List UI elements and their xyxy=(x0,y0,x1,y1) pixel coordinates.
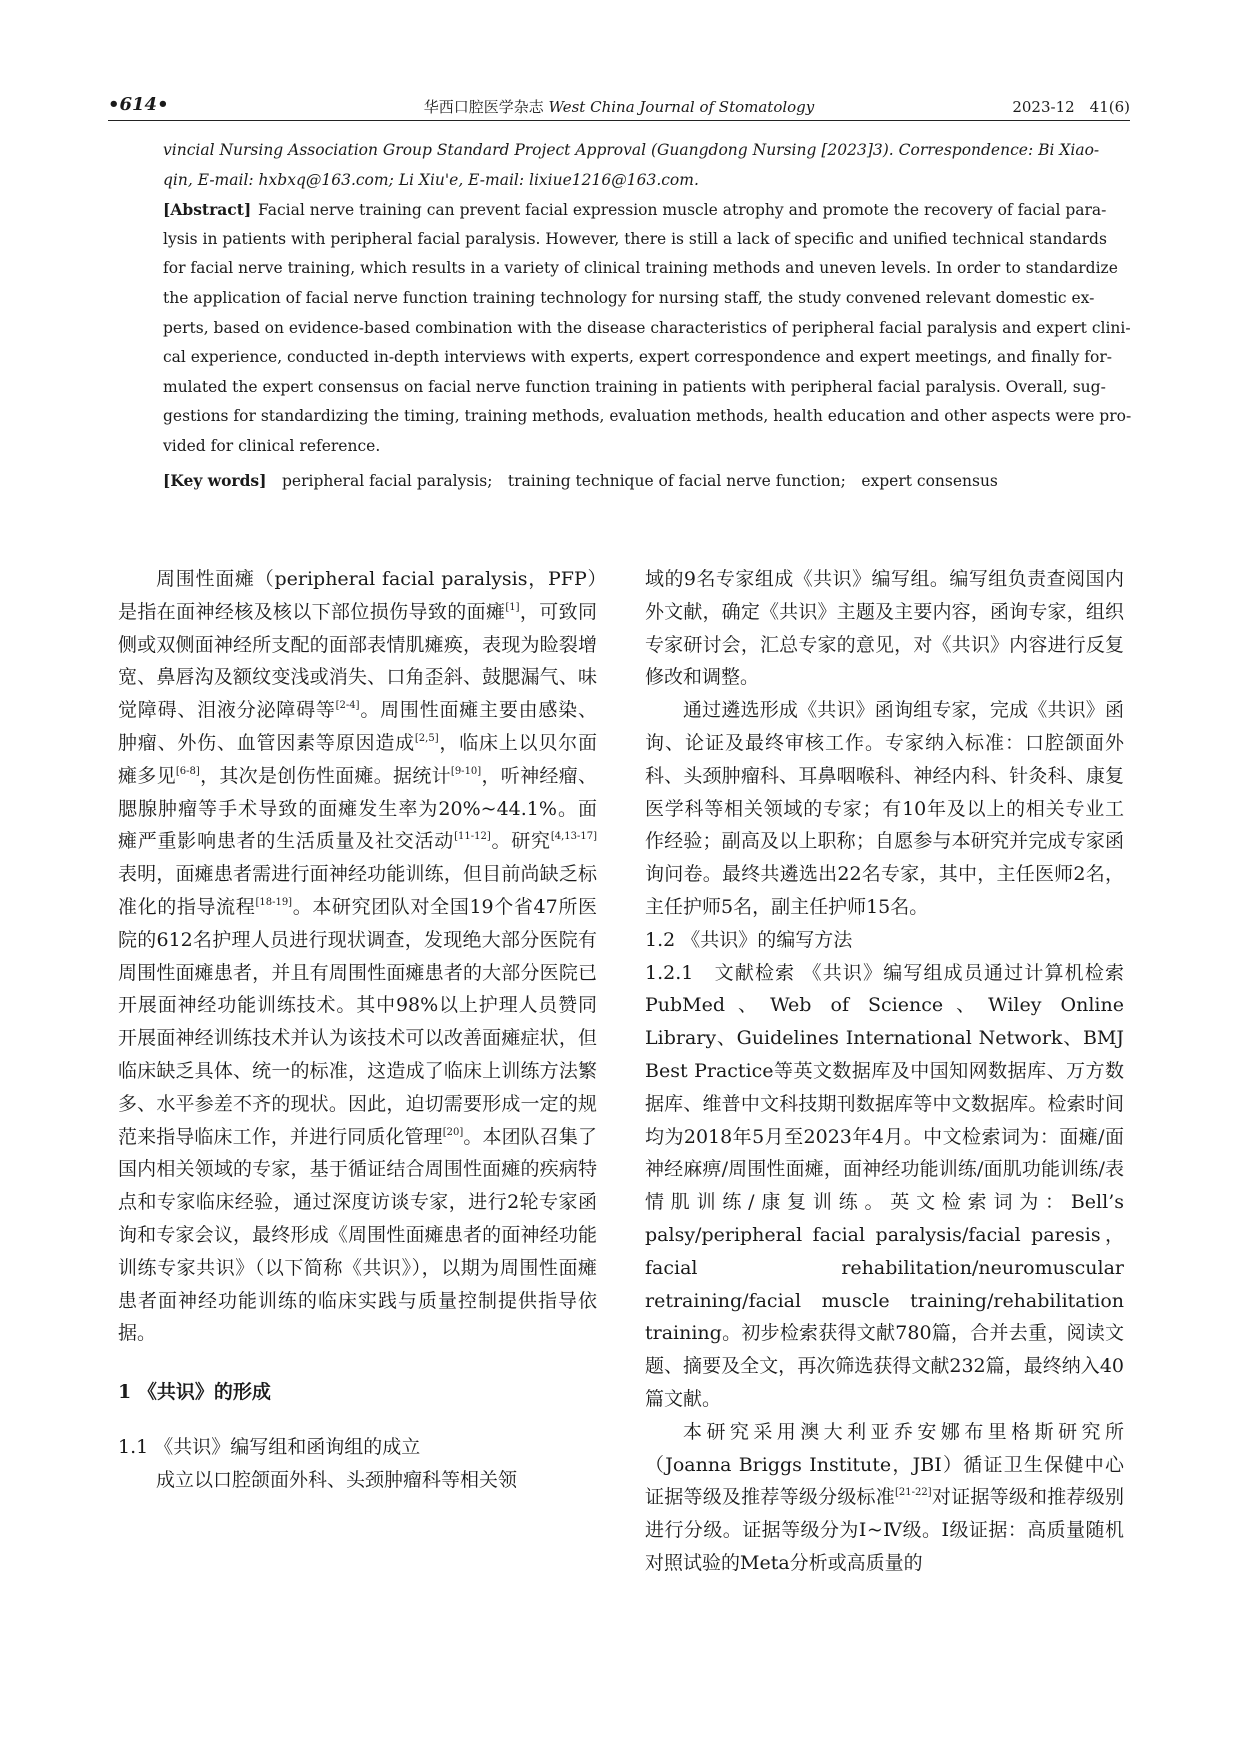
text-run: ，听神经瘤、腮腺肿瘤等手术导致的面瘫发生率为20%~44.1%。面瘫严重影响患者的生活质量及社交活动 xyxy=(118,764,597,853)
paragraph-jbi xyxy=(645,1416,1124,1580)
running-header xyxy=(108,90,1130,121)
text-run: 对证据等级和推荐级别进行分级。证据等级分为Ⅰ~Ⅳ级。Ⅰ级证据：高质量随机对照试验的Meta分析或高质量的 xyxy=(645,1486,1124,1574)
right-column xyxy=(645,563,1124,1580)
citation: [6-8] xyxy=(175,765,200,777)
citation: [1] xyxy=(505,601,520,613)
funding-line: vincial Nursing Association Group Standard Project Approval (Guangdong Nursing [2023]3). Correspondence: Bi Xiao- xyxy=(163,141,1100,159)
text-run: 周围性面瘫（peripheral facial paralysis，PFP）是指在面神经核及核以下部位损伤导致的面瘫 xyxy=(118,568,597,623)
left-column xyxy=(118,563,597,1497)
citation: [9-10] xyxy=(450,765,482,777)
keywords-line xyxy=(163,466,1077,496)
issue-date: 2023-12 41(6) xyxy=(1012,98,1130,116)
intro-paragraph xyxy=(118,563,597,1350)
paragraph-1-1-continued: 域的9名专家组成《共识》编写组。编写组负责查阅国内外文献，确定《共识》主题及主要内容，函询专家，组织专家研讨会，汇总专家的意见，对《共识》内容进行反复修改和调整。 xyxy=(645,568,1124,689)
abstract-line: perts, based on evidence-based combination with the disease characteristics of peripheral facial paralysis and expert clini- xyxy=(163,318,1131,337)
journal-name: 华西口腔医学杂志 West China Journal of Stomatology xyxy=(423,98,815,116)
citation: [11-12] xyxy=(454,831,491,843)
section-heading-1: 1 《共识》的形成 xyxy=(118,1381,271,1404)
citation: [18-19] xyxy=(255,896,293,908)
paragraph-1-1: 成立以口腔颌面外科、头颈肿瘤科等相关领 xyxy=(156,1468,518,1491)
text-run: ，临床上以贝尔面瘫多见 xyxy=(118,731,597,787)
text-run: ，可致同侧或双侧面神经所支配的面部表情肌瘫痪，表现为睑裂增宽、鼻唇沟及额纹变浅或消失、口角歪斜、鼓腮漏气、味觉障碍、泪液分泌障碍等 xyxy=(118,600,597,722)
abstract-line: mulated the expert consensus on facial nerve function training in patients with peripheral facial paralysis. Overall, sug- xyxy=(163,377,1106,396)
text-run: 表明，面瘫患者需进行面神经功能训练，但目前尚缺乏标准化的指导流程 xyxy=(118,863,597,918)
text-run: 。研究 xyxy=(490,830,551,853)
citation: [20] xyxy=(442,1126,464,1138)
abstract-line: vided for clinical reference. xyxy=(163,436,381,455)
abstract-label: [Abstract] xyxy=(163,200,252,220)
text-run: 。周围性面瘫主要由感染、肿瘤、外伤、血管因素等原因造成 xyxy=(118,699,597,754)
abstract-line: the application of facial nerve function training technology for nursing staff, the study convened relevant domestic ex- xyxy=(163,288,1095,307)
text-run: 。本团队召集了国内相关领域的专家，基于循证结合周围性面瘫的疾病特点和专家临床经验，通过深度访谈专家，进行2轮专家函询和专家会议，最终形成《周围性面瘫患者的面神经功能训练专家共识》（以下简称《共识》），以期为周围性面瘫患者面神经功能训练的临床实践与质量控制提供指导依据。 xyxy=(118,1125,597,1345)
english-abstract xyxy=(163,136,1132,495)
keywords: peripheral facial paralysis; training technique of facial nerve function; expert consensus xyxy=(282,471,998,490)
subsection-heading-1-2: 1.2 《共识》的编写方法 xyxy=(645,928,853,951)
abstract-line: for facial nerve training, which results in a variety of clinical training methods and uneven levels. In order to standardize xyxy=(163,259,1118,278)
text-run: 本研究采用澳大利亚乔安娜布里格斯研究所（Joanna Briggs Institute，JBI）循证卫生保健中心证据等级及推荐等级分级标准 xyxy=(645,1420,1124,1509)
abstract-first-line: [Abstract] Facial nerve training can prevent facial expression muscle atrophy and promote the recovery of facial para- xyxy=(163,195,1077,225)
subsection-heading-1-1: 1.1 《共识》编写组和函询组的成立 xyxy=(118,1435,421,1458)
abstract-line: cal experience, conducted in-depth interviews with experts, expert correspondence and expert meetings, and finally for- xyxy=(163,348,1112,367)
page-number: •614• xyxy=(108,94,169,115)
paragraph-1-2-1: 1.2.1 文献检索 《共识》编写组成员通过计算机检索PubMed、Web of Science、Wiley Online Library、Guidelines International Network、BMJ Best Practice等英文数据库及中国知网数据库、万方数据库、维普中文科技期刊数据库等中文数据库。检索时间均为2018年5月至2023年4月。中文检索词为：面瘫/面神经麻痹/周围性面瘫，面神经功能训练/面肌功能训练/表情肌训练/康复训练。英文检索词为：Bell’s palsy/peripheral facial paralysis/facial paresis，facial rehabilitation/neuromuscular retraining/facial muscle training/rehabilitation training。初步检索获得文献780篇，合并去重，阅读文题、摘要及全文，再次筛选获得文献232篇，最终纳入40篇文献。 xyxy=(645,961,1124,1410)
citation: [4,13-17] xyxy=(550,831,597,843)
citation: [2-4] xyxy=(335,700,360,712)
text-run: 。本研究团队对全国19个省47所医院的612名护理人员进行现状调查，发现绝大部分医院有周围性面瘫患者，并且有周围性面瘫患者的大部分医院已开展面神经功能训练技术。其中98%以上护理人员赞同开展面神经训练技术并认为该技术可以改善面瘫症状，但临床缺乏具体、统一的标准，这造成了临床上训练方法繁多、水平参差不齐的现状。因此，迫切需要形成一定的规范来指导临床工作，并进行同质化管理 xyxy=(118,895,597,1148)
citation: [2,5] xyxy=(414,732,439,744)
abstract-line: gestions for standardizing the timing, training methods, evaluation methods, health education and other aspects were pro- xyxy=(163,407,1132,426)
correspondence-line: qin, E-mail: hxbxq@163.com; Li Xiu'e, E-mail: lixiue1216@163.com. xyxy=(163,170,699,189)
text-run: ，其次是创伤性面瘫。据统计 xyxy=(199,764,451,787)
citation: [21-22] xyxy=(895,1487,932,1499)
abstract-line: lysis in patients with peripheral facial paralysis. However, there is still a lack of specific and unified technical standards xyxy=(163,229,1107,248)
paragraph-experts: 通过遴选形成《共识》函询组专家，完成《共识》函询、论证及最终审核工作。专家纳入标准：口腔颌面外科、头颈肿瘤科、耳鼻咽喉科、神经内科、针灸科、康复医学科等相关领域的专家；有10年及以上的相关专业工作经验；副高及以上职称；自愿参与本研究并完成专家函询问卷。最终共遴选出22名专家，其中，主任医师2名，主任护师5名，副主任护师15名。 xyxy=(645,699,1124,918)
keywords-label: [Key words] xyxy=(163,470,267,490)
